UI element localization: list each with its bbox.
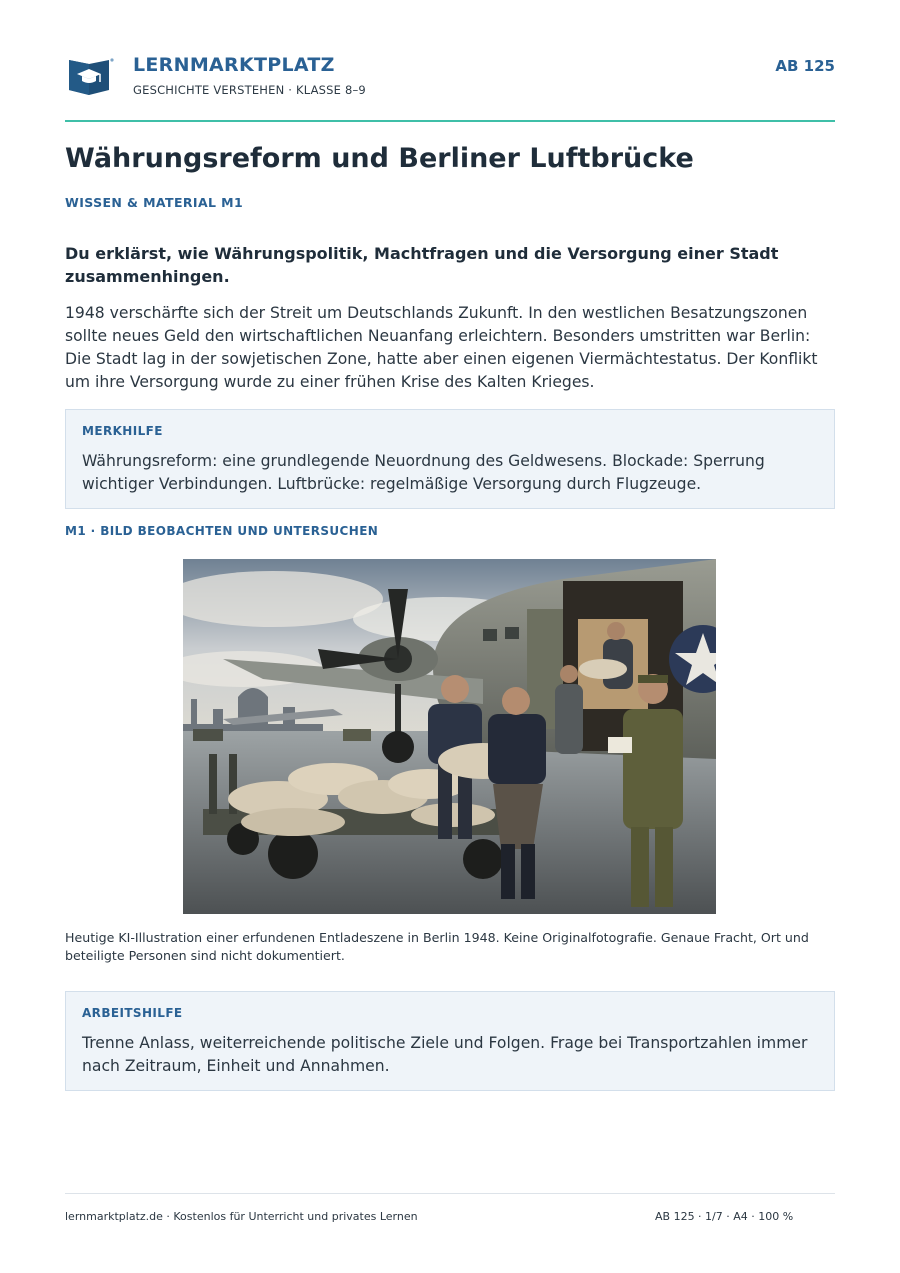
figure-caption: Heutige KI-Illustration einer erfundenen Entladeszene in Berlin 1948. Keine Originalfotografie. Genaue Fracht, Ort und beteiligte Personen sind nicht dokumentiert. — [65, 930, 809, 963]
learning-goal: Du erklärst, wie Währungspolitik, Machtfragen und die Versorgung einer Stadt zusammenhingen. — [65, 244, 779, 286]
merkhilfe-text: Währungsreform: eine grundlegende Neuordnung des Geldwesens. Blockade: Sperrung wichtiger Verbindungen. Luftbrücke: regelmäßige Versorgung durch Flugzeuge. — [82, 452, 765, 493]
section-kicker: WISSEN & MATERIAL M1 — [65, 195, 244, 210]
sheet-id: AB 125 — [775, 57, 835, 75]
worksheet-page — [65, 0, 835, 1273]
page-title: Währungsreform und Berliner Luftbrücke — [65, 143, 694, 174]
arbeitshilfe-label: ARBEITSHILFE — [82, 1006, 183, 1020]
header-divider — [65, 120, 835, 122]
arbeitshilfe-box — [65, 991, 835, 1091]
footer-page-info: AB 125 · 1/7 · A4 · 100 % — [655, 1210, 794, 1223]
brand-subtitle: GESCHICHTE VERSTEHEN · KLASSE 8–9 — [133, 83, 366, 97]
page-header — [65, 46, 835, 106]
merkhilfe-box — [65, 409, 835, 509]
book-graduation-cap-icon — [65, 52, 117, 98]
intro-paragraph: 1948 verschärfte sich der Streit um Deutschlands Zukunft. In den westlichen Besatzungszonen sollte neues Geld den wirtschaftlichen Neuanfang erleichtern. Besonders umstritten war Berlin: Die Stadt lag in der sowjetischen Zone, hatte aber einen eigenen Viermächtestatus. Der Konflikt um ihre Versorgung wurde zu einer frühen Krise des Kalten Krieges. — [65, 304, 818, 391]
airlift-illustration — [183, 559, 716, 914]
footer-divider — [65, 1193, 835, 1194]
brand-name: LERNMARKTPLATZ — [133, 54, 335, 76]
footer-site-info: lernmarktplatz.de · Kostenlos für Unterricht und privates Lernen — [65, 1210, 418, 1223]
arbeitshilfe-text: Trenne Anlass, weiterreichende politische Ziele und Folgen. Frage bei Transportzahlen immer nach Zeitraum, Einheit und Annahmen. — [82, 1034, 808, 1075]
m1-heading: M1 · BILD BEOBACHTEN UND UNTERSUCHEN — [65, 524, 379, 538]
merkhilfe-label: MERKHILFE — [82, 424, 163, 438]
